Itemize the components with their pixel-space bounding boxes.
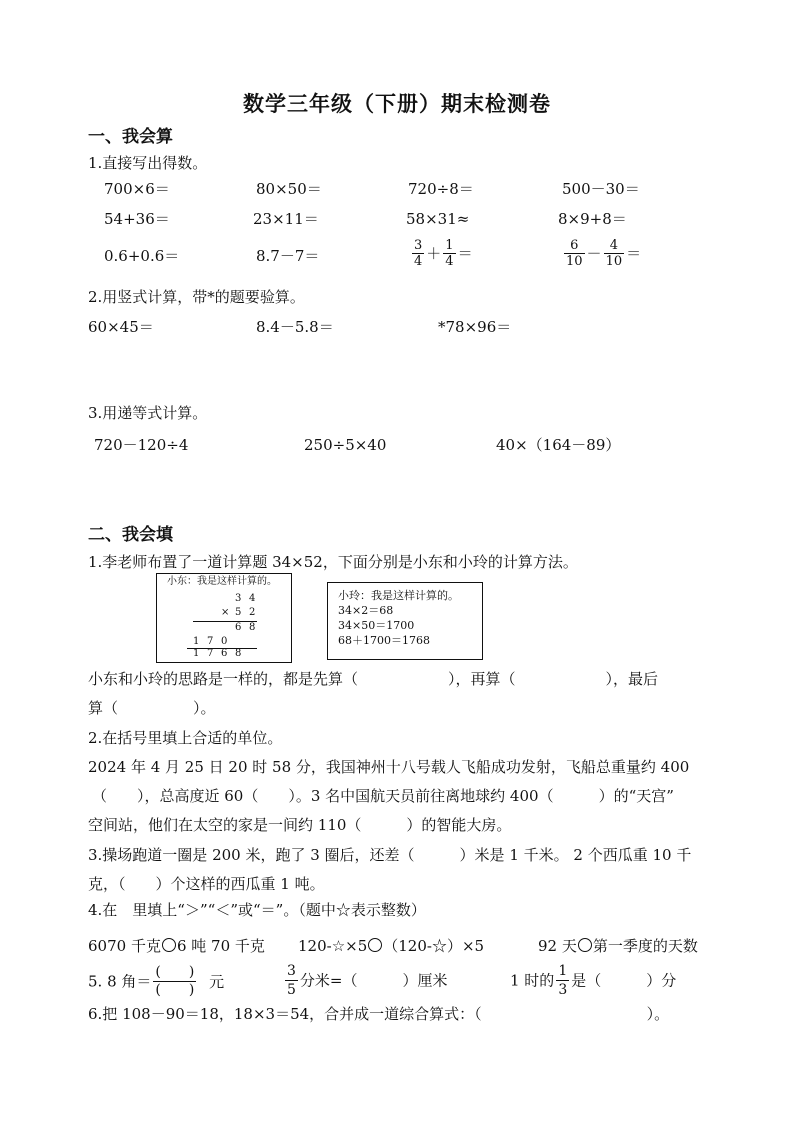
calc-item: 700×6＝ bbox=[104, 180, 170, 198]
digit: × bbox=[221, 607, 230, 618]
vertical-calc-item: 8.4－5.8＝ bbox=[256, 318, 334, 336]
calc-item: 80×50＝ bbox=[256, 180, 322, 198]
fraction-expression: $\frac{3}{4}$ ＋ $\frac{1}{4}$ ＝ bbox=[414, 238, 473, 269]
fraction: $\frac{1}{4}$ bbox=[445, 238, 454, 269]
q2-label: 2.用竖式计算，带*的题要验算。 bbox=[88, 288, 305, 306]
calc-item: 54+36＝ bbox=[104, 210, 170, 228]
fill-q5-c: 1 时的 $\frac{1}{3}$ 是（ ）分 bbox=[510, 963, 677, 998]
xiaodong-caption: 小东：我是这样计算的。 bbox=[167, 576, 277, 587]
section-heading-fill: 二、我会填 bbox=[88, 525, 173, 545]
compare-circle[interactable] bbox=[162, 938, 176, 952]
digit: 8 bbox=[249, 622, 256, 633]
fill-q5-a: 5. 8 角＝ $\frac{( )}{( )}$ 元 bbox=[88, 964, 225, 998]
q1-label: 1.直接写出得数。 bbox=[88, 154, 208, 172]
divider-line bbox=[193, 621, 257, 622]
compare-item: 6070 千克 6 吨 70 千克 bbox=[88, 937, 265, 955]
xiaodong-method-box bbox=[156, 573, 292, 663]
fill-q3-line2: 克，（ ）个这样的西瓜重 1 吨。 bbox=[88, 875, 325, 893]
fill-q1-text: 1.李老师布置了一道计算题 34×52，下面分别是小东和小玲的计算方法。 bbox=[88, 553, 578, 571]
compare-item: 92 天 第一季度的天数 bbox=[538, 937, 698, 955]
digit: 5 bbox=[235, 607, 242, 618]
xiaoling-caption: 小玲：我是这样计算的。 bbox=[338, 589, 459, 602]
fraction: $\frac{1}{3}$ bbox=[558, 963, 568, 998]
xiaoling-step: 68＋1700＝1768 bbox=[338, 634, 430, 647]
fraction: $\frac{3}{5}$ bbox=[287, 963, 296, 998]
section-heading-calc: 一、我会算 bbox=[88, 127, 173, 147]
compare-item: 120-☆×5 （120-☆）×5 bbox=[298, 937, 485, 955]
fraction: $\frac{4}{10}$ bbox=[605, 238, 623, 269]
digit: 6 bbox=[235, 622, 242, 633]
fraction: $\frac{3}{4}$ bbox=[414, 238, 423, 269]
fraction: $\frac{( )}{( )}$ bbox=[155, 964, 195, 998]
fill-q2-label: 2.在括号里填上合适的单位。 bbox=[88, 729, 283, 747]
digit: 1 bbox=[193, 636, 200, 647]
calc-item: 0.6+0.6＝ bbox=[104, 247, 180, 265]
xiaoling-step: 34×2＝68 bbox=[338, 604, 394, 617]
fraction-expression: $\frac{6}{10}$ － $\frac{4}{10}$ ＝ bbox=[566, 238, 642, 269]
fill-q2-line1: 2024 年 4 月 25 日 20 时 58 分，我国神州十八号载人飞船成功发射，飞船总重量约 400 bbox=[88, 758, 690, 776]
vertical-calc-item: *78×96＝ bbox=[438, 318, 512, 336]
fill-q4-label: 4.在 里填上“＞”“＜”或“＝”。（题中☆表示整数） bbox=[88, 901, 426, 919]
digit: 7 bbox=[207, 636, 214, 647]
fill-q1-line1: 小东和小玲的思路是一样的，都是先算（ ），再算（ ），最后 bbox=[88, 670, 659, 688]
fill-q2-line2: （ ），总高度近 60（ ）。3 名中国航天员前往离地球约 400（ ）的“天宫” bbox=[92, 787, 674, 805]
page-title: 数学三年级（下册）期末检测卷 bbox=[243, 91, 551, 116]
fill-q6-text: 6.把 108－90＝18，18×3＝54，合并成一道综合算式：（ ）。 bbox=[88, 1005, 670, 1023]
calc-item: 58×31≈ bbox=[406, 210, 470, 228]
xiaoling-step: 34×50＝1700 bbox=[338, 619, 415, 632]
digit: 4 bbox=[249, 593, 256, 604]
calc-item: 500－30＝ bbox=[562, 180, 640, 198]
calc-item: 23×11＝ bbox=[253, 210, 319, 228]
fill-q5-b: $\frac{3}{5}$ 分米=（ ）厘米 bbox=[287, 963, 448, 998]
fill-q3-line1: 3.操场跑道一圈是 200 米，跑了 3 圈后，还差（ ）米是 1 千米。 2 个西瓜重 10 千 bbox=[88, 846, 692, 864]
digit: 8 bbox=[235, 648, 242, 659]
stepwise-item: 250÷5×40 bbox=[304, 436, 387, 454]
digit: 1 bbox=[193, 648, 200, 659]
digit: 2 bbox=[249, 607, 256, 618]
vertical-calc-item: 60×45＝ bbox=[88, 318, 154, 336]
fill-q2-line3: 空间站，他们在太空的家是一间约 110（ ）的智能大房。 bbox=[88, 816, 512, 834]
digit: 0 bbox=[221, 636, 228, 647]
fill-q1-line2: 算（ ）。 bbox=[88, 699, 216, 717]
xiaoling-method-box bbox=[327, 582, 483, 660]
digit: 3 bbox=[235, 593, 242, 604]
calc-item: 720÷8＝ bbox=[408, 180, 474, 198]
q3-label: 3.用递等式计算。 bbox=[88, 404, 208, 422]
calc-item: 8.7－7＝ bbox=[256, 247, 320, 265]
calc-item: 8×9+8＝ bbox=[558, 210, 627, 228]
compare-circle[interactable] bbox=[578, 938, 592, 952]
stepwise-item: 40×（164－89） bbox=[496, 436, 621, 454]
fraction: $\frac{6}{10}$ bbox=[566, 238, 583, 269]
digit: 6 bbox=[221, 648, 228, 659]
stepwise-item: 720－120÷4 bbox=[94, 436, 189, 454]
compare-circle[interactable] bbox=[368, 938, 382, 952]
digit: 7 bbox=[207, 648, 214, 659]
